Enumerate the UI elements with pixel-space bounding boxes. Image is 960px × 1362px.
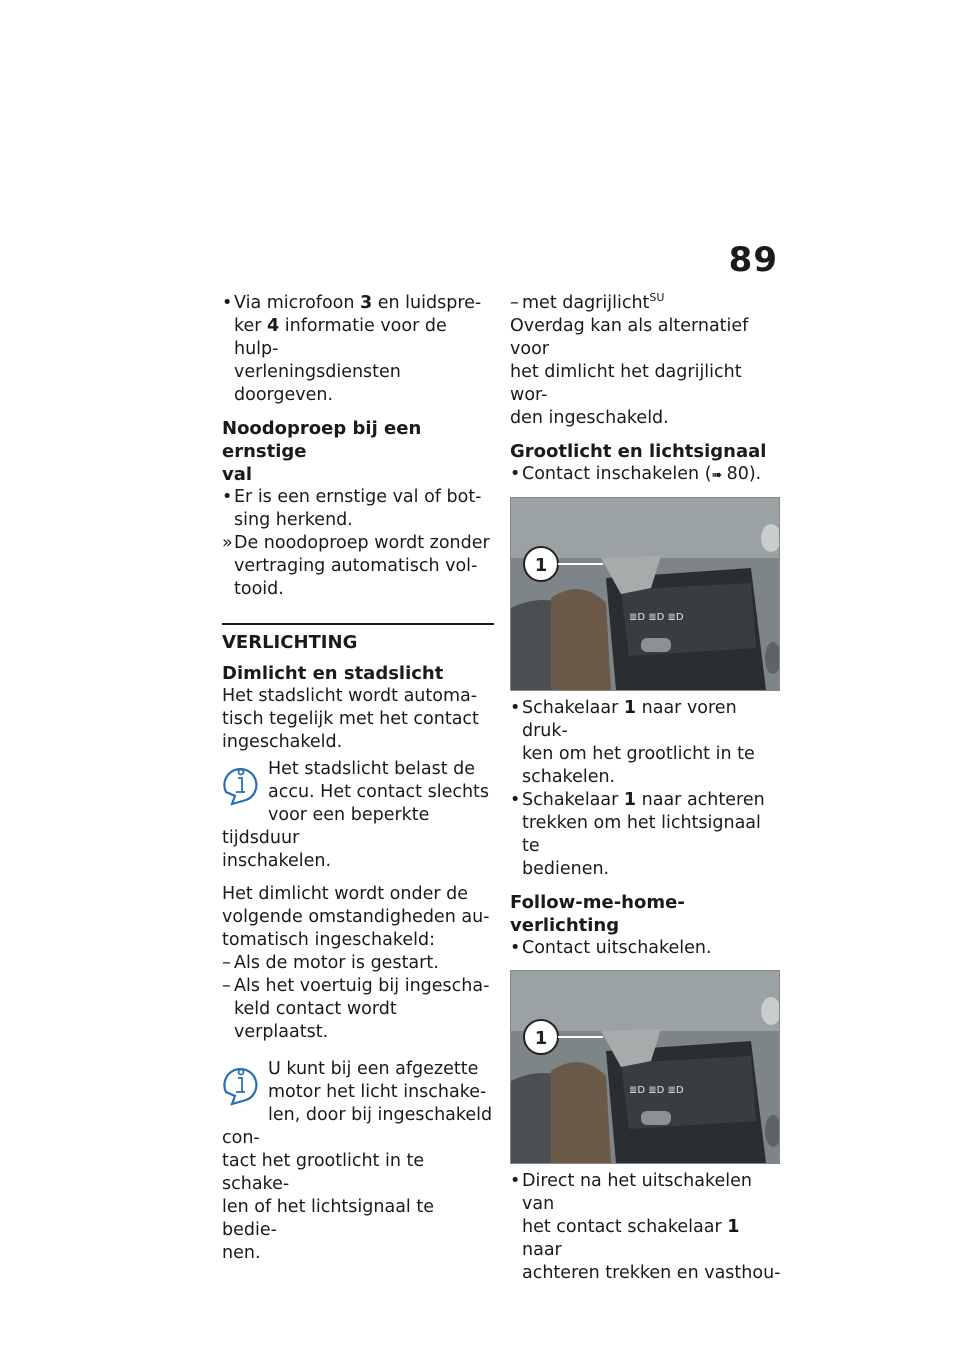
bullet-icon: •	[222, 487, 233, 507]
right-column	[510, 292, 782, 1285]
result-item: » De noodoproep wordt zonder vertraging automatisch vol- tooid.	[222, 533, 490, 599]
handlebar-switch-image	[511, 971, 779, 1163]
bullet-icon: •	[510, 1171, 521, 1191]
bullet-direct-after: • Direct na het uitschakelen van het contact schakelaar 1 naar achteren trekken en vasthou-	[510, 1171, 781, 1283]
dash-item-verplaatst: – Als het voertuig bij ingescha- keld contact wordt verplaatst.	[222, 976, 490, 1042]
svg-text:≣D ≣D ≣D: ≣D ≣D ≣D	[629, 1085, 684, 1096]
bullet-microphone: • Via microfoon 3 en luidspre- ker 4 informatie voor de hulp- verleningsdiensten doorgeven.	[222, 293, 482, 405]
bullet-switch-back: • Schakelaar 1 naar achteren trekken om het lichtsignaal te bedienen.	[510, 790, 765, 879]
info-note-licht: U kunt bij een afgezette motor het licht inschake- len, door bij ingeschakeld con- tact het grootlicht in te schake- len of het lichtsignaal te bedie- nen.	[222, 1059, 493, 1263]
heading-grootlicht: Grootlicht en lichtsignaal	[510, 441, 767, 462]
switch-photo-1	[510, 497, 780, 691]
left-column	[222, 292, 494, 1265]
bullet-switch-forward: • Schakelaar 1 naar voren druk- ken om het grootlicht in te schakelen.	[510, 698, 755, 787]
svg-text:≣D ≣D ≣D: ≣D ≣D ≣D	[629, 612, 684, 623]
page-number: 89	[728, 240, 778, 280]
info-icon	[222, 760, 260, 806]
section-title: VERLICHTING	[222, 632, 358, 653]
heading-dimlicht: Dimlicht en stadslicht	[222, 663, 444, 684]
bullet-contact-on: • Contact inschakelen (➠ 80).	[510, 464, 762, 484]
handlebar-switch-image	[511, 498, 779, 690]
result-arrow-icon: »	[222, 533, 233, 553]
bullet-contact-off: • Contact uitschakelen.	[510, 938, 712, 958]
heading-follow-me-home: Follow-me-home-verlichting	[510, 892, 685, 936]
section-divider	[222, 623, 494, 625]
dash-item-dagrijlicht: – met dagrijlicht$^{SU}$	[510, 291, 665, 313]
bullet-icon: •	[510, 938, 521, 958]
info-icon	[222, 1060, 260, 1106]
heading-noodoproep: Noodoproep bij een ernstige val	[222, 418, 422, 485]
dash-item-motor: – Als de motor is gestart.	[222, 953, 439, 973]
bullet-crash: • Er is een ernstige val of bot- sing herkend.	[222, 487, 482, 530]
callout-label: 1	[534, 555, 548, 576]
info-note-accu: Het stadslicht belast de accu. Het contact slechts voor een beperkte tijdsduur inschakelen.	[222, 759, 490, 871]
bullet-icon: •	[510, 698, 521, 718]
paragraph-dagrijlicht: Overdag kan als alternatief voor het dimlicht het dagrijlicht wor- den ingeschakeld.	[510, 316, 749, 428]
bullet-icon: •	[510, 790, 521, 810]
bullet-icon: •	[222, 293, 233, 313]
bullet-icon: •	[510, 464, 521, 484]
switch-photo-2	[510, 970, 780, 1164]
paragraph-dimlicht: Het dimlicht wordt onder de volgende omstandigheden au- tomatisch ingeschakeld:	[222, 884, 490, 950]
callout-label: 1	[534, 1028, 548, 1049]
reference-arrow-icon: ➠	[711, 468, 727, 483]
paragraph-stadslicht: Het stadslicht wordt automa- tisch tegelijk met het contact ingeschakeld.	[222, 686, 479, 752]
